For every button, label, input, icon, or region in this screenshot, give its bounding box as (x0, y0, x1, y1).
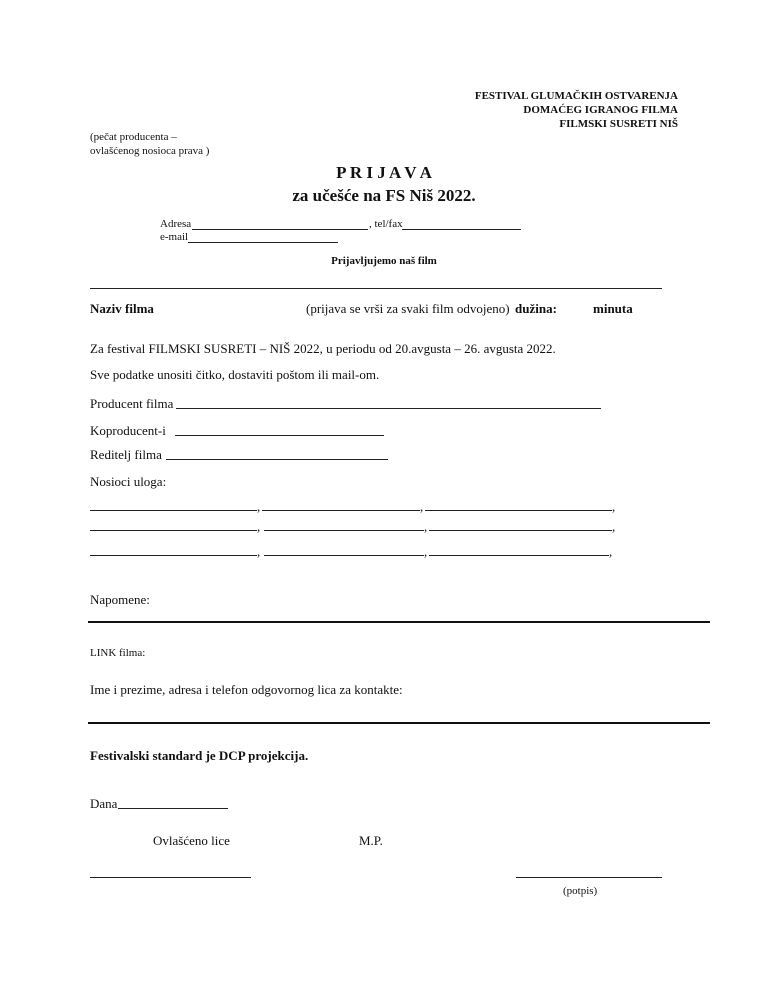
telfax-label: , tel/fax (369, 218, 403, 230)
address-label: Adresa (160, 218, 192, 230)
cast-separator: , (257, 519, 261, 534)
org-name-line-2: DOMAĆEG IGRANOG FILMA (523, 104, 678, 116)
cast-separator: , (257, 544, 261, 559)
coproducer-field[interactable] (175, 435, 384, 436)
cast-separator: , (257, 499, 261, 514)
form-title: P R I J A V A (336, 163, 432, 182)
address-field[interactable] (192, 229, 368, 230)
film-title-label: Naziv filma (90, 301, 154, 316)
telfax-field[interactable] (402, 229, 521, 230)
authorized-person-label: Ovlašćeno lice (153, 833, 230, 848)
cast-label: Nosioci uloga: (90, 474, 167, 489)
stamp-label: M.P. (359, 833, 383, 848)
coproducer-label: Koproducent-i (90, 423, 166, 438)
producer-field[interactable] (176, 408, 601, 409)
contact-person-field[interactable] (88, 722, 710, 724)
declaration-text: Prijavljujemo naš film (331, 255, 437, 267)
cast-field-3-3[interactable] (429, 555, 609, 556)
seal-note-line-1: (pečat producenta – (90, 131, 177, 143)
film-title-note: (prijava se vrši za svaki film odvojeno) (306, 301, 510, 316)
minutes-label: minuta (593, 301, 633, 316)
separator-line (90, 288, 662, 289)
cast-separator: , (612, 499, 616, 514)
cast-field-1-2[interactable] (262, 510, 420, 511)
notes-label: Napomene: (90, 592, 150, 607)
email-label: e-mail (160, 231, 189, 243)
instructions-text: Sve podatke unositi čitko, dostaviti poštom ili mail-om. (90, 367, 380, 382)
date-field[interactable] (118, 808, 228, 809)
cast-separator: , (420, 499, 424, 514)
link-label: LINK filma: (90, 647, 146, 659)
authorized-person-field[interactable] (90, 877, 251, 878)
cast-field-3-1[interactable] (90, 555, 257, 556)
date-label: Dana (90, 796, 118, 811)
festival-period-text: Za festival FILMSKI SUSRETI – NIŠ 2022, u periodu od 20.avgusta – 26. avgusta 2022. (90, 341, 556, 356)
notes-field[interactable] (88, 621, 710, 623)
cast-field-1-1[interactable] (90, 510, 257, 511)
projection-standard-note: Festivalski standard je DCP projekcija. (90, 748, 309, 763)
contact-person-label: Ime i prezime, adresa i telefon odgovornog lica za kontakte: (90, 682, 403, 697)
duration-label: dužina: (515, 301, 557, 316)
cast-field-3-2[interactable] (264, 555, 424, 556)
cast-separator: , (609, 544, 613, 559)
org-name-line-3: FILMSKI SUSRETI NIŠ (559, 118, 678, 130)
cast-separator: , (612, 519, 616, 534)
seal-note-line-2: ovlašćenog nosioca prava ) (90, 145, 210, 157)
email-field[interactable] (188, 242, 338, 243)
director-field[interactable] (166, 459, 388, 460)
cast-separator: , (424, 519, 428, 534)
producer-label: Producent filma (90, 396, 174, 411)
signature-label: (potpis) (563, 885, 598, 897)
form-subtitle: za učešće na FS Niš 2022. (292, 186, 476, 205)
director-label: Reditelj filma (90, 447, 162, 462)
cast-field-1-3[interactable] (425, 510, 612, 511)
signature-field[interactable] (516, 877, 662, 878)
org-name-line-1: FESTIVAL GLUMAČKIH OSTVARENJA (474, 90, 678, 102)
cast-field-2-2[interactable] (264, 530, 424, 531)
cast-separator: , (424, 544, 428, 559)
cast-field-2-3[interactable] (429, 530, 612, 531)
cast-field-2-1[interactable] (90, 530, 257, 531)
